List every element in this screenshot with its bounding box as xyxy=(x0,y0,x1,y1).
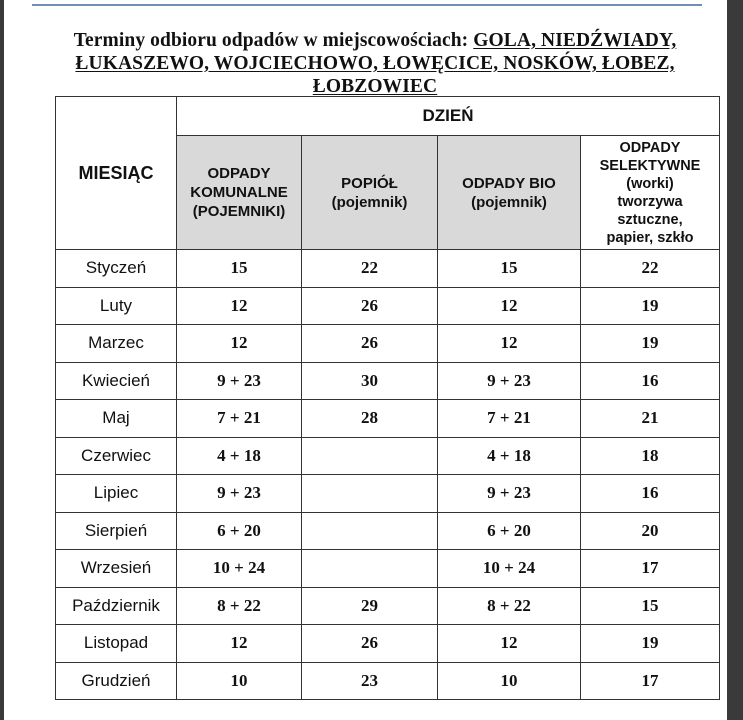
title-locations-2: ŁUKASZEWO, WOJCIECHOWO, ŁOWĘCICE, NOSKÓW, ŁOBEZ, ŁOBZOWIEC xyxy=(75,53,675,97)
cell-month: Luty xyxy=(56,287,177,325)
cell-komunalne: 10 + 24 xyxy=(177,550,302,588)
cell-selektywne: 16 xyxy=(581,362,720,400)
top-rule xyxy=(32,4,702,6)
header-line: SELEKTYWNE xyxy=(599,157,701,174)
header-line: POPIÓŁ xyxy=(341,174,398,192)
cell-month: Styczeń xyxy=(56,250,177,288)
header-line: tworzywa xyxy=(617,193,683,210)
cut-off-text-line xyxy=(45,712,695,720)
table-row xyxy=(56,625,720,663)
cell-komunalne: 12 xyxy=(177,287,302,325)
cell-month: Marzec xyxy=(56,325,177,363)
table-row xyxy=(56,587,720,625)
cell-bio: 6 + 20 xyxy=(438,512,581,550)
cell-popiol: 22 xyxy=(302,250,438,288)
cell-month: Kwiecień xyxy=(56,362,177,400)
cell-selektywne: 17 xyxy=(581,550,720,588)
table-row xyxy=(56,250,720,288)
cell-selektywne: 15 xyxy=(581,587,720,625)
table-row xyxy=(56,437,720,475)
header-odpady-komunalne xyxy=(177,136,302,250)
cell-month: Październik xyxy=(56,587,177,625)
viewer-left-border xyxy=(0,0,4,720)
cell-komunalne: 7 + 21 xyxy=(177,400,302,438)
cell-bio: 10 + 24 xyxy=(438,550,581,588)
document-title xyxy=(30,29,720,98)
table-row xyxy=(56,662,720,700)
cell-bio: 4 + 18 xyxy=(438,437,581,475)
cell-selektywne: 17 xyxy=(581,662,720,700)
cell-month: Grudzień xyxy=(56,662,177,700)
table-row xyxy=(56,362,720,400)
header-line: (pojemnik) xyxy=(471,193,547,211)
cell-selektywne: 19 xyxy=(581,287,720,325)
table-row xyxy=(56,475,720,513)
header-day: DZIEŃ xyxy=(177,97,720,136)
cell-month: Wrzesień xyxy=(56,550,177,588)
cell-bio: 12 xyxy=(438,287,581,325)
cell-komunalne: 15 xyxy=(177,250,302,288)
cell-selektywne: 22 xyxy=(581,250,720,288)
header-month: MIESIĄC xyxy=(56,97,177,250)
header-line: (worki) xyxy=(626,175,674,192)
cell-komunalne: 9 + 23 xyxy=(177,362,302,400)
header-line: (pojemnik) xyxy=(331,193,408,211)
cell-popiol xyxy=(302,512,438,550)
header-odpady-selektywne xyxy=(581,136,720,250)
cell-popiol xyxy=(302,437,438,475)
header-line: papier, szkło xyxy=(606,229,694,246)
header-line: sztuczne, xyxy=(617,211,683,228)
header-line: ODPADY BIO xyxy=(462,174,556,192)
cell-selektywne: 20 xyxy=(581,512,720,550)
cell-komunalne: 8 + 22 xyxy=(177,587,302,625)
header-popiol xyxy=(302,136,438,250)
cell-komunalne: 12 xyxy=(177,625,302,663)
header-line: ODPADY xyxy=(207,165,271,182)
cell-bio: 15 xyxy=(438,250,581,288)
cell-bio: 7 + 21 xyxy=(438,400,581,438)
cell-komunalne: 9 + 23 xyxy=(177,475,302,513)
cell-selektywne: 19 xyxy=(581,325,720,363)
title-line-2 xyxy=(30,52,720,98)
cell-month: Maj xyxy=(56,400,177,438)
title-prefix: Terminy odbioru odpadów w miejscowościach: xyxy=(73,30,474,51)
header-line: ODPADY xyxy=(619,139,681,156)
cell-komunalne: 6 + 20 xyxy=(177,512,302,550)
table-row xyxy=(56,550,720,588)
cell-popiol: 23 xyxy=(302,662,438,700)
title-line-1 xyxy=(30,29,720,52)
header-line: KOMUNALNE xyxy=(190,184,288,201)
cell-month: Listopad xyxy=(56,625,177,663)
cell-selektywne: 21 xyxy=(581,400,720,438)
title-locations-1: GOLA, NIEDŹWIADY, xyxy=(473,30,677,51)
cell-bio: 9 + 23 xyxy=(438,475,581,513)
cell-bio: 12 xyxy=(438,625,581,663)
cell-popiol: 28 xyxy=(302,400,438,438)
cell-bio: 9 + 23 xyxy=(438,362,581,400)
header-line: (POJEMNIKI) xyxy=(192,203,286,220)
cell-bio: 10 xyxy=(438,662,581,700)
cell-komunalne: 4 + 18 xyxy=(177,437,302,475)
table-body xyxy=(56,250,720,700)
cell-selektywne: 19 xyxy=(581,625,720,663)
cell-popiol: 30 xyxy=(302,362,438,400)
cell-popiol: 29 xyxy=(302,587,438,625)
viewer-right-border xyxy=(727,0,743,720)
cell-popiol: 26 xyxy=(302,325,438,363)
schedule-table xyxy=(55,96,720,700)
cell-komunalne: 12 xyxy=(177,325,302,363)
cell-month: Sierpień xyxy=(56,512,177,550)
cell-popiol: 26 xyxy=(302,287,438,325)
table-row xyxy=(56,287,720,325)
cell-komunalne: 10 xyxy=(177,662,302,700)
cell-selektywne: 18 xyxy=(581,437,720,475)
cell-popiol xyxy=(302,475,438,513)
cell-bio: 8 + 22 xyxy=(438,587,581,625)
cell-month: Czerwiec xyxy=(56,437,177,475)
header-odpady-bio xyxy=(438,136,581,250)
cell-selektywne: 16 xyxy=(581,475,720,513)
table-row xyxy=(56,400,720,438)
cell-month: Lipiec xyxy=(56,475,177,513)
table-row xyxy=(56,512,720,550)
header-row-top xyxy=(56,97,720,136)
table-row xyxy=(56,325,720,363)
cell-bio: 12 xyxy=(438,325,581,363)
cell-popiol: 26 xyxy=(302,625,438,663)
cell-popiol xyxy=(302,550,438,588)
